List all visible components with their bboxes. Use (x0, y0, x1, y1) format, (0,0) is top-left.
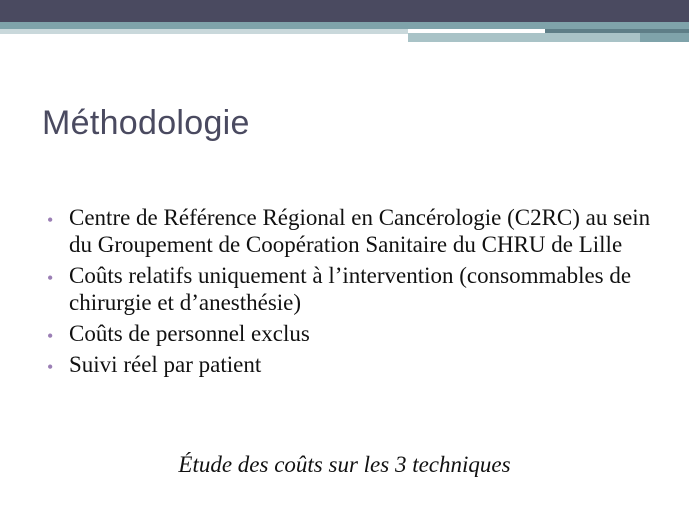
study-note: Étude des coûts sur les 3 techniques (178, 452, 511, 477)
bullet-dot-icon: • (47, 326, 54, 346)
bullet-item (44, 262, 664, 316)
bullet-dot-icon: • (47, 210, 54, 230)
slide-title: Méthodologie (42, 104, 250, 142)
bullet-item (44, 320, 664, 347)
top-band-accent (640, 33, 689, 42)
top-band-dark (0, 0, 689, 22)
bullet-text: Centre de Référence Régional en Cancérologie (C2RC) au sein du Groupement de Coopération Sanitaire du CHRU de Lille (69, 205, 651, 257)
top-band-teal (0, 22, 689, 29)
bullet-item (44, 351, 664, 378)
bullet-item (44, 204, 664, 258)
bullet-dot-icon: • (47, 357, 54, 377)
bullet-list (44, 204, 664, 382)
bullet-dot-icon: • (47, 268, 54, 288)
bullet-text: Coûts relatifs uniquement à l’intervention (consommables de chirurgie et d’anesthésie) (69, 263, 632, 315)
bullet-text: Coûts de personnel exclus (69, 321, 310, 346)
bullet-text: Suivi réel par patient (69, 352, 262, 377)
